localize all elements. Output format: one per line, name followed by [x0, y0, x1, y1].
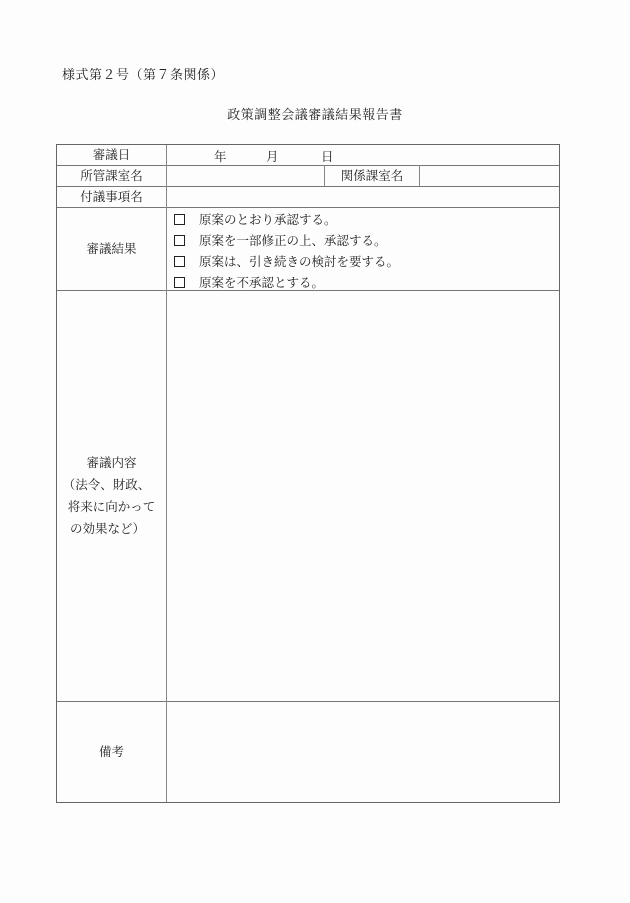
option-label: 原案は、引き続きの検討を要する。	[199, 254, 400, 269]
related-dept-field[interactable]	[420, 166, 559, 186]
checkbox-icon[interactable]	[174, 235, 185, 246]
result-option-approve[interactable]	[174, 209, 337, 229]
label-line: 将来に向かって	[67, 499, 156, 514]
label-line: の効果など）	[69, 521, 145, 536]
label-line: （法令、財政、	[62, 477, 151, 492]
month-label: 月	[266, 149, 279, 164]
agenda-item-label: 付議事項名	[80, 189, 143, 204]
year-label: 年	[214, 149, 227, 164]
report-table	[56, 144, 560, 803]
option-label: 原案のとおり承認する。	[199, 212, 337, 227]
label-line: 審議内容	[86, 455, 137, 470]
day-label: 日	[321, 149, 334, 164]
checkbox-icon[interactable]	[174, 277, 185, 288]
review-content-label	[57, 291, 166, 701]
remarks-field[interactable]	[167, 702, 559, 802]
review-date-field[interactable]	[167, 145, 559, 165]
option-label: 原案を不承認とする。	[199, 275, 325, 290]
result-option-reject[interactable]	[174, 272, 324, 292]
remarks-label: 備考	[98, 744, 124, 759]
checkbox-icon[interactable]	[174, 214, 185, 225]
checkbox-icon[interactable]	[174, 256, 185, 267]
responsible-dept-label: 所管課室名	[80, 168, 143, 183]
review-date-label: 審議日	[92, 147, 131, 162]
related-dept-label: 関係課室名	[340, 168, 404, 183]
document-title: 政策調整会議審議結果報告書	[227, 108, 403, 123]
review-result-label: 審議結果	[86, 241, 137, 256]
review-content-field[interactable]	[167, 291, 559, 701]
result-option-approve-with-changes[interactable]	[174, 230, 387, 250]
result-option-further-review[interactable]	[174, 251, 399, 271]
option-label: 原案を一部修正の上、承認する。	[199, 233, 387, 248]
form-number-label: 様式第２号（第７条関係）	[62, 68, 225, 83]
agenda-item-field[interactable]	[167, 187, 559, 207]
responsible-dept-field[interactable]	[167, 166, 324, 186]
